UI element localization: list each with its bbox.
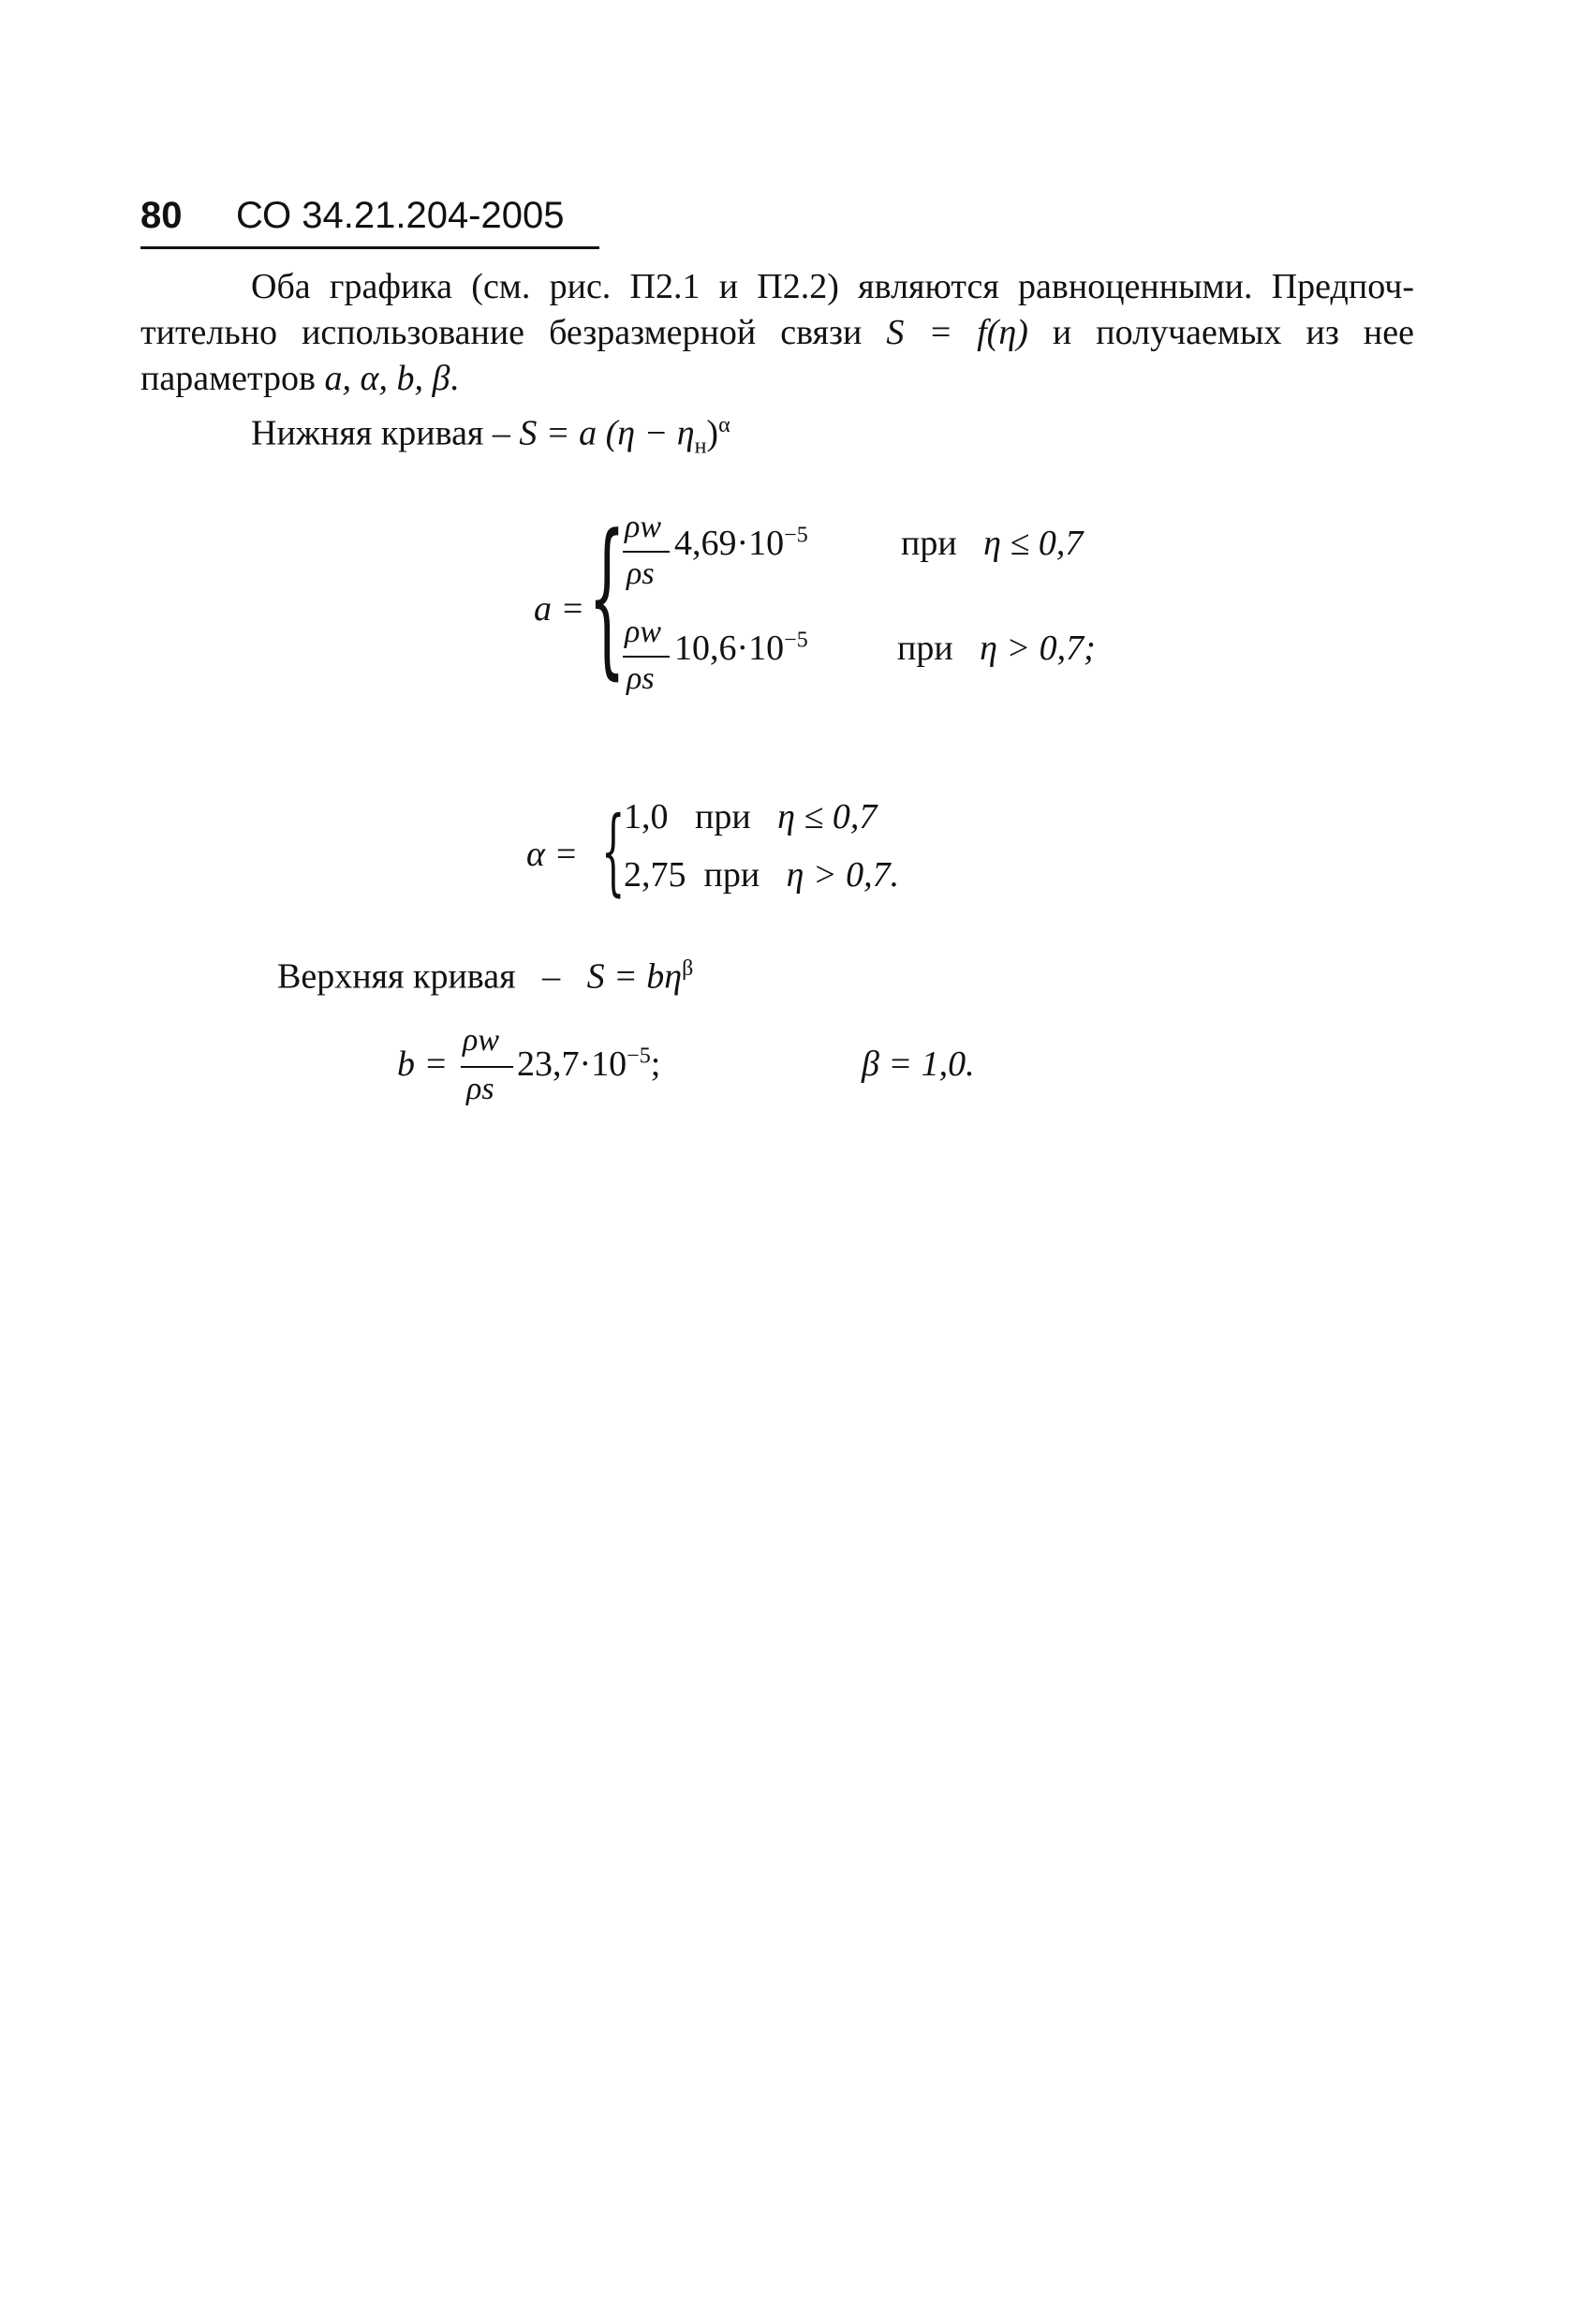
a-case1-condition: при η ≤ 0,7 [901,524,1084,563]
parameter-list: a, α, b, β [324,359,450,398]
fraction-numerator: ρw [625,614,661,649]
page-header [140,192,599,249]
a-lhs: a = [534,589,585,629]
intro-line-1: Оба графика (см. рис. П2.1 и П2.2) являются равноценными. Предпоч- [251,267,1414,306]
density-ratio-fraction [623,510,675,596]
b-lhs: b = [397,1044,449,1084]
upper-curve-label: Верхняя кривая [277,956,516,997]
upper-curve-line: Верхняя кривая – $S = b\eta^\beta$ [277,956,694,997]
alpha-case2: 2,75 при η > 0,7. [624,855,900,895]
beta-value: β = 1,0. [862,1044,975,1084]
intro-line-2: тительно использование безразмерной связи S = f(η) и получаемых из нее [140,313,1414,352]
intro-paragraph [140,264,1414,402]
a-case2-value: $10,6\cdot 10^{-5}$ [674,628,808,668]
fraction-denominator: ρs [627,661,655,696]
left-brace: { [588,499,627,695]
fraction-denominator: ρs [627,556,655,591]
b-definition [397,1023,1015,1126]
intro-line-3: параметров a, α, b, β. [140,359,459,398]
alpha-case1: 1,0 при η ≤ 0,7 [624,797,878,836]
page-number: 80 [140,195,183,236]
fraction-denominator: ρs [466,1072,494,1106]
lower-curve-label: Нижняя кривая – [251,413,520,453]
upper-curve-formula: S = bη [586,956,683,997]
b-value: $23,7\cdot 10^{-5}$; [517,1044,661,1084]
alpha-lhs: α = [526,835,579,874]
density-ratio-fraction [461,1023,517,1117]
fraction-numerator: ρw [463,1023,499,1058]
fraction-bar [623,656,670,658]
lower-curve-line: Нижняя кривая – S = a $(\eta - \eta_н)^\alpha$ [251,413,730,459]
dimensionless-relation-formula: S = f(η) [886,313,1028,352]
alpha-definition [526,796,995,909]
fraction-bar [461,1066,513,1068]
a-definition [534,499,1133,718]
fraction-numerator: ρw [625,510,661,544]
density-ratio-fraction [623,614,675,701]
a-case1-value: $4,69\cdot 10^{-5}$ [674,523,808,563]
lower-curve-formula: S = a (η − η [519,413,695,453]
a-case2-condition: при η > 0,7; [897,629,1096,668]
left-brace: { [601,796,626,906]
document-code: СО 34.21.204-2005 [236,195,565,236]
fraction-bar [623,551,670,553]
